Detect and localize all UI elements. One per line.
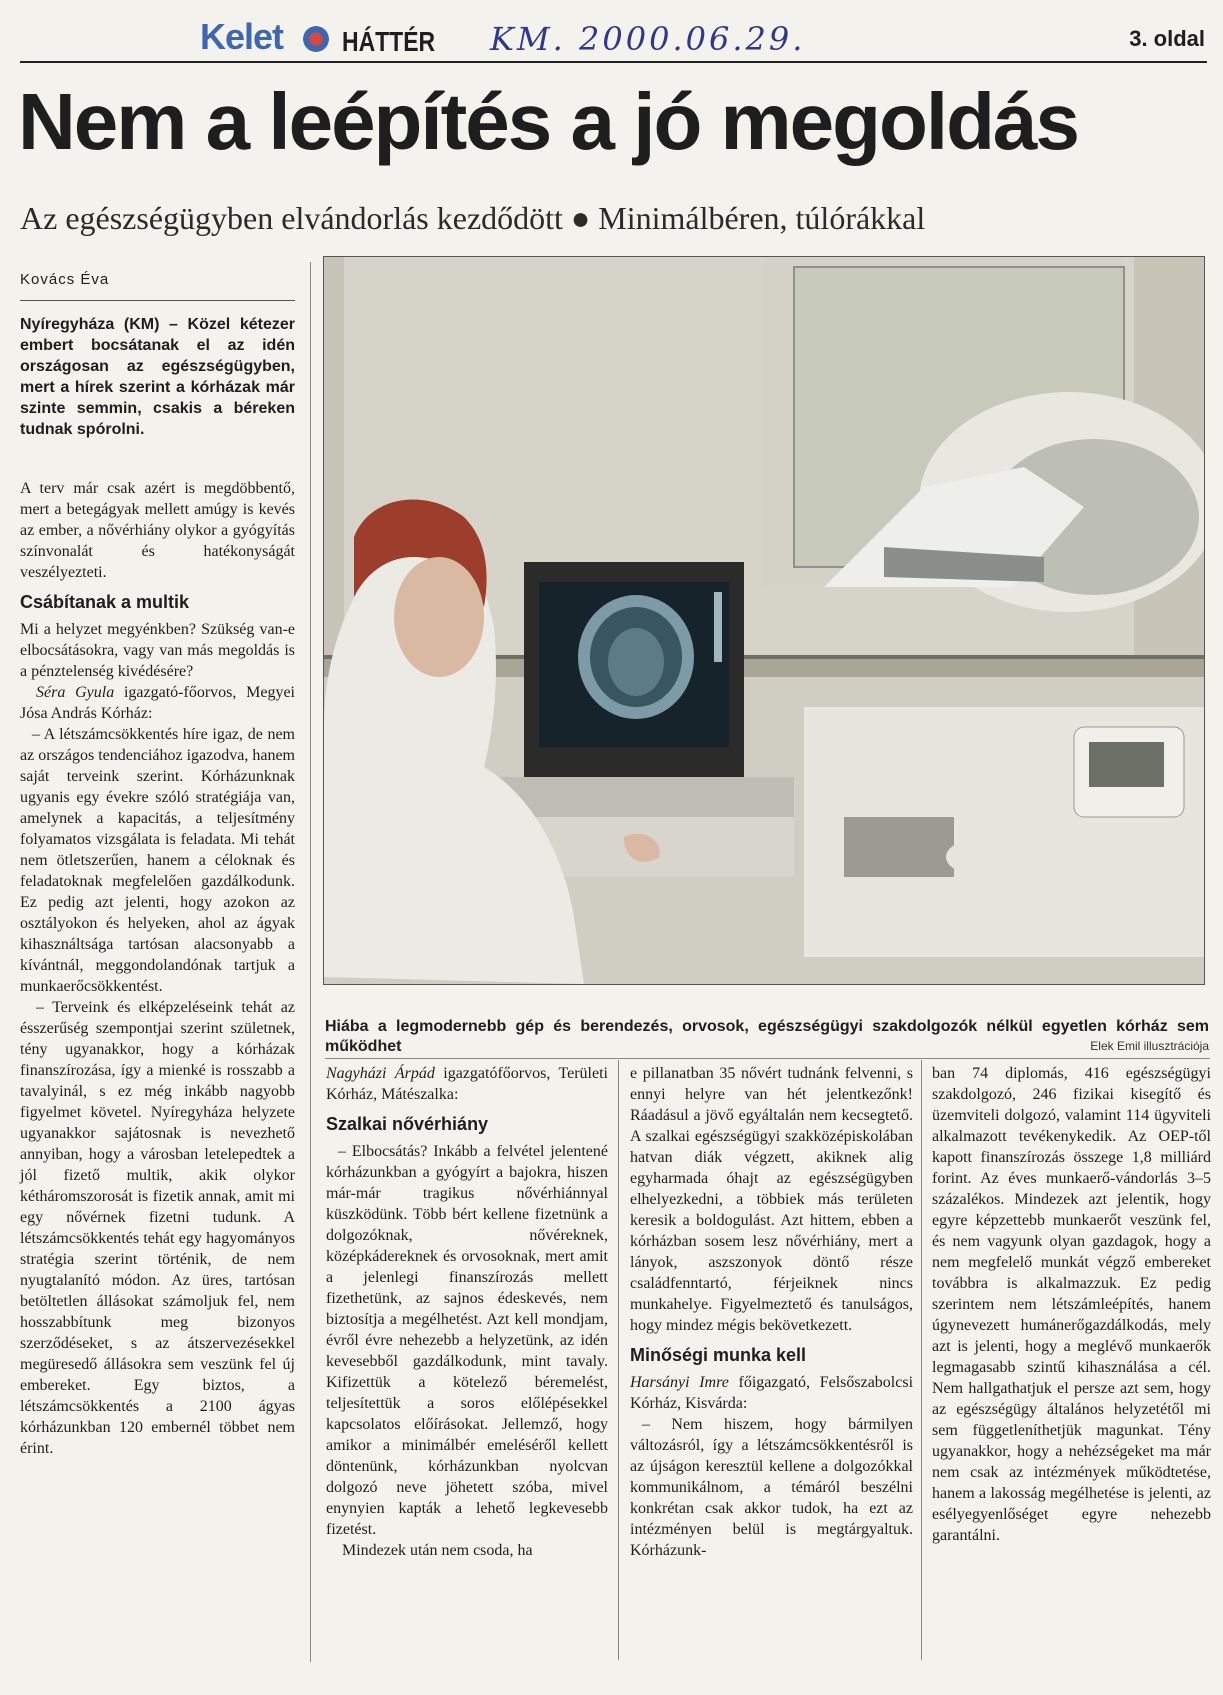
paragraph: ban 74 diplomás, 416 egészségügyi szakdolgozó, 246 fizikai kisegítő és üzemviteli dolgozó, valamint 114 ügyviteli alkalmazott tevékenykedik. Az OEP-től kapott finanszírozás összege 1,8 milliárd forint. Az éves munkaerő-vándorlás 3–5 százalékos. Mindezek azt jelentik, hogy egyre képzettebb munkaerőt veszünk fel, és nem vagyunk olyan gazdagok, hogy a nem megfelelő munkát végző embereket továbbra is alkalmazzuk. Ez pedig szerintem nem létszámleépítés, hanem úgynevezett humánerőgazdálkodás, mely azt is jelenti, hogy a meglévő munkaerők legmagasabb szintű kihasználása a cél. Nem hallgathatjuk el persze azt sem, hogy az egészségügy általános helyzetétől mi sem függetleníthetjük magunkat. Tény ugyanakkor, hogy a nehézségeket ma már nem csak az intézmények működtetése, hanem a lakosság megélhetése is jelenti, az esélyegyenlőséget egyre nehezebb garantálni.	[932, 1065, 1211, 1544]
article-subtitle: Az egészségügyben elvándorlás kezdődött ● Minimálbéren, túlórákkal	[20, 200, 926, 236]
speaker-title: főigazgató, Felsőszabolcsi Kórház, Kisvárda:	[630, 1374, 914, 1412]
speaker-intro	[630, 1372, 913, 1414]
section-label: HÁTTÉR	[342, 26, 436, 57]
byline: Kovács Éva	[20, 271, 295, 301]
page-number: 3. oldal	[1129, 26, 1205, 51]
speaker-name: Séra Gyula	[36, 684, 115, 701]
speaker-name: Nagyházi Árpád	[326, 1065, 435, 1082]
speaker-intro	[326, 1063, 608, 1105]
logo-emblem-icon	[303, 26, 329, 52]
subheading: Minőségi munka kell	[630, 1345, 807, 1365]
column-2	[326, 1063, 608, 1561]
paragraph: e pillanatban 35 nővért tudnánk felvenni, s ennyi helyre van hét jelentkezőnk! Ráadásul a jövő egyáltalán nem kecsegtető. A szalkai egészségügyi szakközépiskolában hatvan diák végzett, akiknek alig egyharmada óhajt az egészségügyben elhelyezkedni, a többiek más területen keresik a boldogulást. Azt hittem, ebben a kórházban sosem lesz nővérhiány, mert a lányok, aszszonyok döntő része családfenntartó, férjeiknek nincs munkahelye. Figyelmeztető és tanulságos, hogy mindez mégis bekövetkezett.	[630, 1065, 913, 1334]
newspaper-logo: Kelet	[200, 16, 284, 57]
subheading: Csábítanak a multik	[20, 592, 190, 612]
speaker-name: Harsányi Imre	[630, 1374, 729, 1391]
column-3	[630, 1063, 913, 1561]
paragraph: A terv már csak azért is megdöbbentő, mert a betegágyak mellett amúgy is kevés az ember, a nővérhiány olykor a gyógyítás színvonalát és hatékonyságát veszélyezteti.	[20, 480, 295, 581]
paragraph: – Elbocsátás? Inkább a felvétel jelentené kórházunkban a gyógyírt a bajokra, hiszen már-már tragikus nővérhiánnyal küszködünk. Több bért kellene fizetnünk a dolgozóknak, nővéreknek, középkádereknek és orvosoknak, mert amit a jelenlegi finanszírozás mellett fizethetünk, az sajnos édeskevés, nem biztosítja a megélhetést. Azt kell mondjam, évről évre nehezebb a helyzetünk, az idén kevesebből gazdálkodunk, mint tavaly. Kifizettük a kötelező béremelést, teljesítettük a soros előlépésekkel kapcsolatos előírásokat. Jellemző, hogy amikor a minimálbér emeléséről kellett döntenünk, kórházunkban nyolcvan dolgozó neve jöhetett szóba, mivel enynyien kapták a lehető legkevesebb fizetést.	[326, 1143, 608, 1538]
masthead-rule	[20, 61, 1207, 63]
column-divider	[618, 1060, 619, 1660]
speaker-title: igazgatófőorvos, Területi Kórház, Mátészalka:	[326, 1065, 608, 1103]
paragraph: Mindezek után nem csoda, ha	[342, 1542, 533, 1559]
speaker-intro	[20, 682, 295, 724]
photo-credit: Elek Emil illusztrációja	[1090, 1039, 1209, 1053]
paragraph: – Terveink és elképzeléseink tehát az ésszerűség szempontjai szerint születnek, tény ugyanakkor, hogy a kórházak finanszírozása, így a mienké is rosszabb a tavalyinál, s ez még inkább nagyobb figyelmet követel. Nyíregyháza helyzete ugyanakkor sajátosnak is nevezhető annyiban, hogy a városban letelepedtek a jól fizető multik, akik olykor kétháromszorosát is fizetik annak, amit mi egy nővérnek fizetni tudunk. A létszámcsökkentés tehát egy hagyományos stratégia szerint történik, de nem nyugtalanító módon. Az üres, tartósan betöltetlen állásokat számoljuk fel, nem hosszabbítunk meg bizonyos szerződéseket, s az átszervezésekkel megüresedő állásokra sem veszünk fel új embereket. Egy biztos, a létszámcsökkentés a 2100 ágyas kórházunkban 120 embernél többet nem érint.	[20, 999, 295, 1457]
speaker-title: igazgató-főorvos, Megyei Jósa András Kórház:	[20, 684, 296, 722]
subheading: Szalkai nővérhiány	[326, 1114, 489, 1134]
column-4	[932, 1063, 1211, 1546]
column-divider	[310, 262, 311, 1662]
column-1	[20, 478, 295, 1459]
paragraph: – A létszámcsökkentés híre igaz, de nem az országos tendenciához igazodva, hanem saját terveink szerint. Kórházunknak ugyanis egy évekre szóló stratégiája van, amelynek a kapacitás, a teljesítmény folyamatos vizsgálata is feladata. Mi tehát nem ötletszerűen, hanem a céloknak és feladatoknak megfelelően gazdálkodunk. Ez pedig azt jelenti, hogy azokon az osztályokon és helyeken, ahol az ágyak kihasználtsága tartósan alacsonyabb a kívántnál, meggondolandónak tartjuk a munkaerőcsökkentést.	[20, 726, 295, 995]
column-divider	[921, 1060, 922, 1660]
caption-divider	[325, 1058, 1210, 1059]
article-photo	[323, 256, 1205, 985]
masthead	[20, 14, 1205, 58]
paragraph: Mi a helyzet megyénkben? Szükség van-e elbocsátásokra, vagy van más megoldás is a pénztelenség kivédésére?	[20, 621, 295, 680]
article-title: Nem a leépítés a jó megoldás	[18, 77, 1078, 166]
handwritten-date-note: KM. 2000.06.29.	[490, 20, 806, 58]
ct-scanner-room-image	[324, 257, 1204, 984]
paragraph: – Nem hiszem, hogy bármilyen változásról, így a létszámcsökkentésről is az újságon keresztül kellene a dolgozókkal kommunikálnom, a témáról beszélni konkrétan csak akkor tudok, ha ezt az intézményen belül is megtárgyaltuk. Kórházunk-	[630, 1416, 913, 1559]
photo-caption: Hiába a legmodernebb gép és berendezés, orvosok, egészségügyi szakdolgozók nélkül egyetlen kórház sem működhet	[325, 1018, 1209, 1055]
lead-paragraph: Nyíregyháza (KM) – Közel kétezer embert bocsátanak el az idén országosan az egészségügyben, mert a hírek szerint a kórházak már szinte semmin, csakis a béreken tudnak spórolni.	[20, 316, 295, 438]
